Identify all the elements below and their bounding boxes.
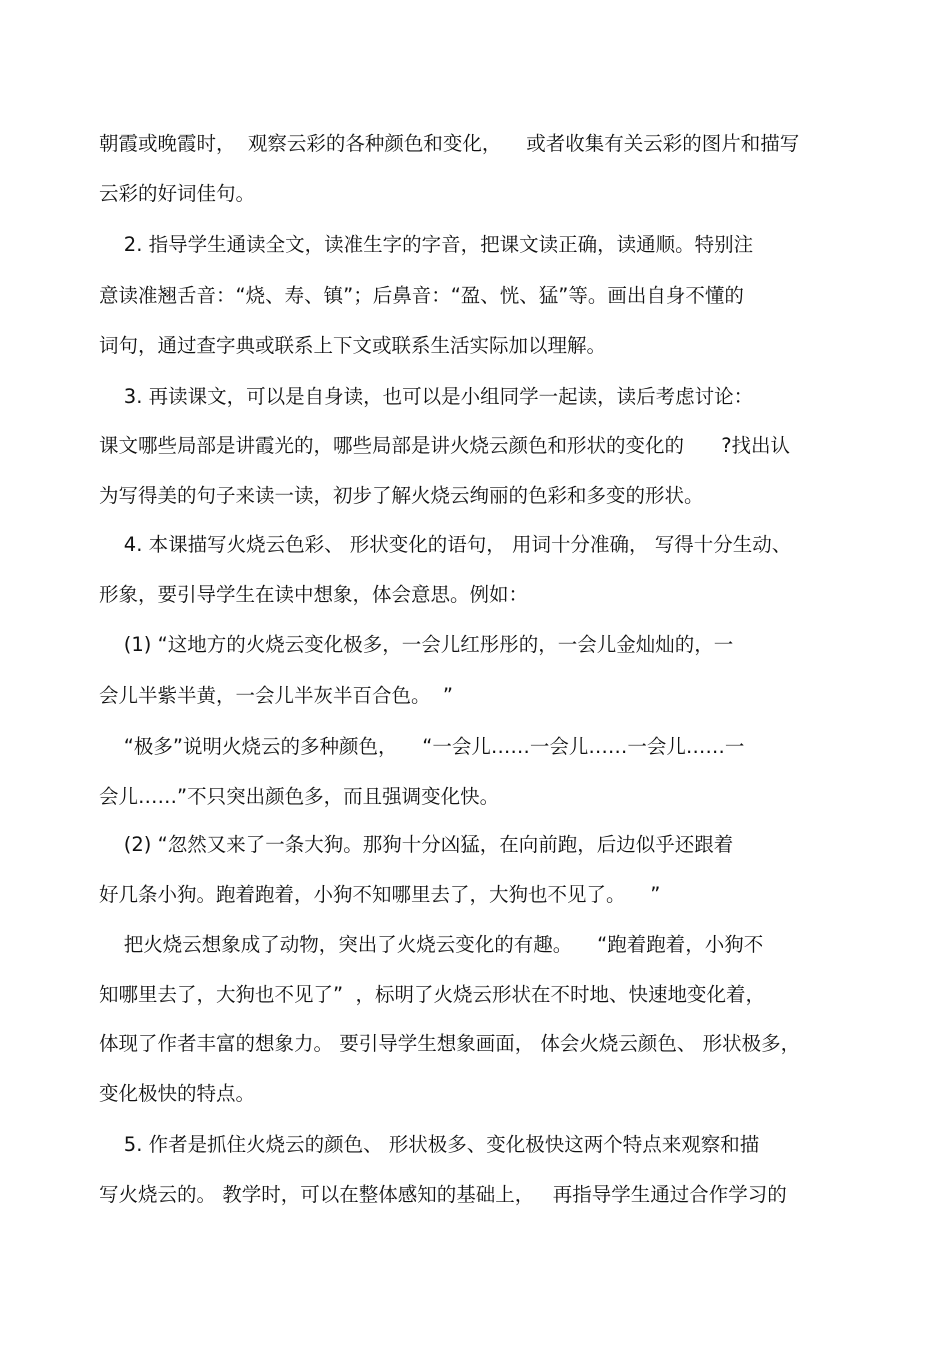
text-line: 词句，通过查字典或联系上下文或联系生活实际加以理解。 [99, 334, 607, 357]
text-line: 2. 指导学生通读全文，读准生字的字音，把课文读正确，读通顺。特别注 [99, 233, 754, 256]
text-line: 会儿半紫半黄，一会儿半灰半百合色。 ” [99, 684, 453, 707]
text-line: 体现了作者丰富的想象力。 要引导学生想象画面， 体会火烧云颜色、 形状极多， [99, 1032, 801, 1055]
text-line: “极多”说明火烧云的多种颜色， “一会儿……一会儿……一会儿……一 [99, 735, 745, 758]
text-line: (2) “忽然又来了一条大狗。那狗十分凶猛，在向前跑，后边似乎还跟着 [99, 833, 734, 856]
text-line: 云彩的好词佳句。 [99, 182, 256, 205]
text-line: 课文哪些局部是讲霞光的，哪些局部是讲火烧云颜色和形状的变化的 ?找出认 [99, 434, 791, 457]
text-line: 5. 作者是抓住火烧云的颜色、 形状极多、变化极快这两个特点来观察和描 [99, 1133, 760, 1156]
text-line: 为写得美的句子来读一读，初步了解火烧云绚丽的色彩和多变的形状。 [99, 484, 704, 507]
text-line: 形象，要引导学生在读中想象，体会意思。例如： [99, 583, 529, 606]
text-line: 把火烧云想象成了动物，突出了火烧云变化的有趣。 “跑着跑着，小狗不 [99, 933, 764, 956]
text-line: 意读准翘舌音：“烧、寿、镇”；后鼻音：“盈、恍、猛”等。画出自身不懂的 [99, 284, 744, 307]
text-line: 知哪里去了，大狗也不见了” ，标明了火烧云形状在不时地、快速地变化着， [99, 983, 765, 1006]
text-line: 写火烧云的。 教学时，可以在整体感知的基础上， 再指导学生通过合作学习的 [99, 1183, 787, 1206]
text-line: 3. 再读课文，可以是自身读，也可以是小组同学一起读，读后考虑讨论： [99, 385, 754, 408]
text-line: 会儿……”不只突出颜色多，而且强调变化快。 [99, 785, 500, 808]
text-line: 变化极快的特点。 [99, 1082, 256, 1105]
text-line: 朝霞或晚霞时， 观察云彩的各种颜色和变化， 或者收集有关云彩的图片和描写 [99, 132, 800, 155]
text-line: (1) “这地方的火烧云变化极多，一会儿红彤彤的，一会儿金灿灿的，一 [99, 633, 734, 656]
text-line: 好几条小狗。跑着跑着，小狗不知哪里去了，大狗也不见了。 ” [99, 883, 661, 906]
text-line: 4. 本课描写火烧云色彩、 形状变化的语句， 用词十分准确， 写得十分生动、 [99, 533, 792, 556]
